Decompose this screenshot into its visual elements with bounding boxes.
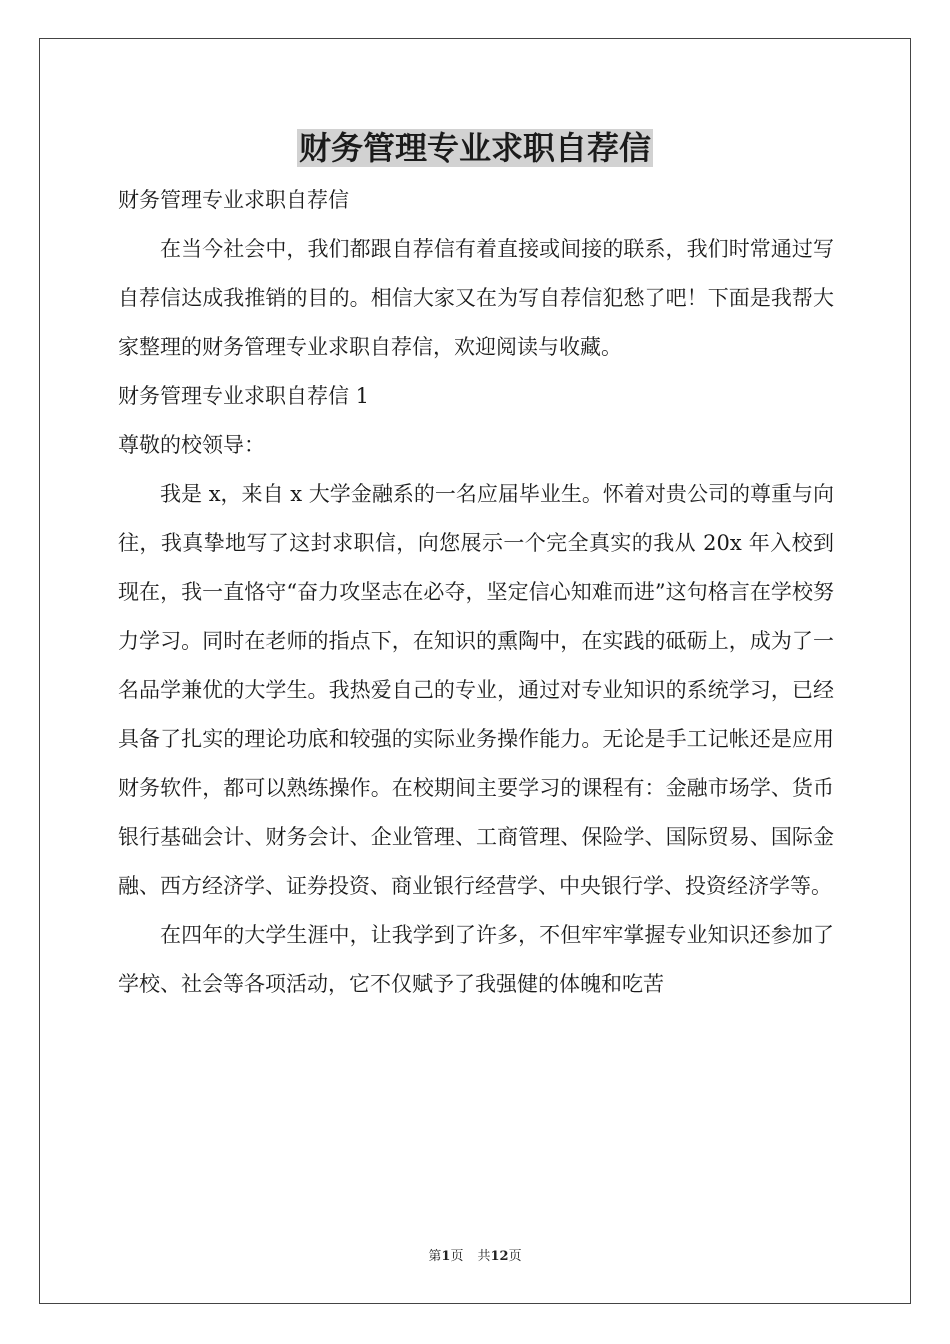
total-suffix: 页 bbox=[508, 1249, 522, 1264]
paragraph: 在当今社会中，我们都跟自荐信有着直接或间接的联系，我们时常通过写自荐信达成我推销的目的。相信大家又在为写自荐信犯愁了吧！下面是我帮大家整理的财务管理专业求职自荐信，欢迎阅读与收藏。 bbox=[118, 237, 834, 359]
total-page-count: 12 bbox=[490, 1249, 509, 1264]
total-prefix: 共 bbox=[477, 1249, 491, 1264]
paragraph: 财务管理专业求职自荐信 1 bbox=[118, 384, 370, 408]
page-prefix: 第 bbox=[428, 1249, 442, 1264]
current-page-number: 1 bbox=[441, 1249, 451, 1264]
paragraph: 在四年的大学生涯中，让我学到了许多，不但牢牢掌握专业知识还参加了学校、社会等各项活动，它不仅赋予了我强健的体魄和吃苦 bbox=[118, 923, 834, 996]
page-footer bbox=[0, 1245, 950, 1264]
paragraph: 我是 x，来自 x 大学金融系的一名应届毕业生。怀着对贵公司的尊重与向往，我真挚地写了这封求职信，向您展示一个完全真实的我从 20x 年入校到现在，我一直恪守“奋力攻坚志在必夺，坚定信心知难而进”这句格言在学校努力学习。同时在老师的指点下，在知识的熏陶中，在实践的砥砺上，成为了一名品学兼优的大学生。我热爱自己的专业，通过对专业知识的系统学习，已经具备了扎实的理论功底和较强的实际业务操作能力。无论是手工记帐还是应用财务软件，都可以熟练操作。在校期间主要学习的课程有：金融市场学、货币银行基础会计、财务会计、企业管理、工商管理、保险学、国际贸易、国际金融、西方经济学、证券投资、商业银行经营学、中央银行学、投资经济学等。 bbox=[118, 482, 834, 898]
paragraph: 尊敬的校领导： bbox=[118, 433, 265, 457]
document-title-text: 财务管理专业求职自荐信 bbox=[298, 129, 651, 167]
paragraph: 财务管理专业求职自荐信 bbox=[118, 188, 349, 212]
document-body bbox=[118, 176, 834, 1009]
document-title bbox=[0, 126, 950, 170]
page-suffix: 页 bbox=[450, 1249, 464, 1264]
